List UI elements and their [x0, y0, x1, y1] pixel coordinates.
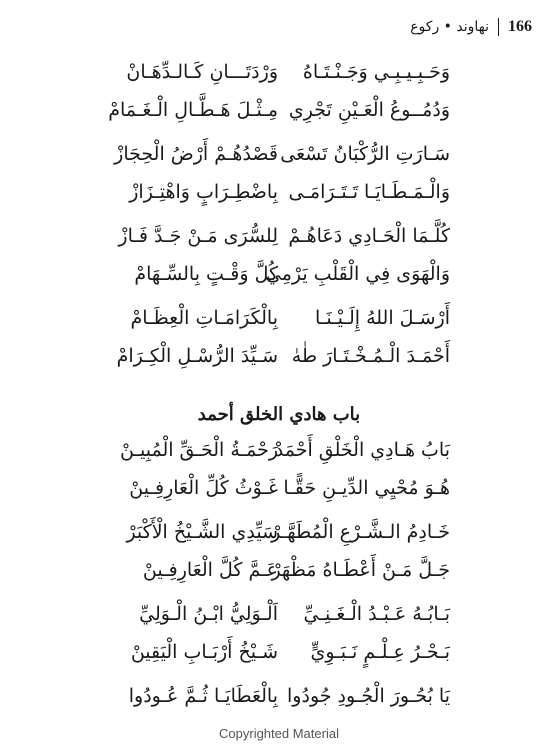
verse-line — [0, 594, 558, 634]
verse-line — [0, 134, 558, 174]
second-hemistich: اَلْـوَلِيُّ ابْـنُ الْـوَلِيِّ — [139, 603, 278, 625]
first-hemistich: كُلَّـمَا الْحَـادِي دَعَاهُـمْ — [288, 225, 450, 247]
first-hemistich: أَرْسَـلَ اللهُ إِلَـيْـنَـا — [315, 307, 450, 329]
first-hemistich: هُـوَ مُحْيِي الدِّيـنِ حَقًّـا — [283, 477, 450, 499]
running-title: نهاوند • ركوع — [410, 19, 489, 35]
second-hemistich: لِلسُّرَى مَـنْ جَـدَّ فَـازْ — [118, 225, 278, 247]
verse-line — [0, 90, 558, 130]
first-hemistich: خَـادِمُ الـشَّـرْعِ الْمُطَهَّـرْ — [271, 521, 450, 543]
second-hemistich: قَصْدُهُـمْ أَرْضُ الْحِجَازْ — [114, 143, 278, 165]
second-hemistich: مِـثْـلَ هَـطَّـالِ الْـغَـمَامْ — [108, 99, 278, 121]
verse-line — [0, 172, 558, 212]
second-hemistich: شَـيْخُ أَرْبَـابِ الْيَقِينْ — [130, 641, 278, 663]
copyright-footer: Copyrighted Material — [219, 726, 339, 741]
verse-line — [0, 468, 558, 508]
second-hemistich: عَـمَّ كُلَّ الْعَارِفِـينْ — [142, 559, 278, 581]
page-header — [410, 18, 532, 36]
page-number: 166 — [508, 18, 532, 35]
first-hemistich: وَدُمُــوعُ الْعَـيْنِ تَجْرِي — [288, 99, 450, 121]
first-hemistich: جَـلَّ مَـنْ أَعْطَـاهُ مَظْهَرْ — [271, 559, 450, 581]
verse-line — [0, 216, 558, 256]
verse-line — [0, 512, 558, 552]
verse-line — [0, 298, 558, 338]
first-hemistich: وَالْهَوَى فِي الْقَلْبِ يَرْمِي — [265, 263, 450, 285]
second-hemistich: كُلَّ وَقْـتٍ بِالسِّـهَامْ — [134, 263, 278, 285]
first-hemistich: بَـابُـهُ عَـبْـدُ الْـغَـنِـيِّ — [303, 603, 450, 625]
verse-line — [0, 254, 558, 294]
first-hemistich: وَحَـبِـيـبِـي وَجَـنْـتَـاهُ — [302, 61, 450, 83]
verse-line — [0, 632, 558, 672]
section-heading: باب هادي الخلق أحمد — [197, 404, 361, 425]
first-hemistich: بَـحْـرُ عِـلْـمٍ نَـبَـوِيٍّ — [310, 641, 450, 663]
first-hemistich: يَا بُحُـورَ الْجُـودِ جُودُوا — [287, 685, 450, 707]
second-hemistich: بِالْكَرَامَـاتِ الْعِظَـامْ — [130, 307, 278, 329]
first-hemistich: وَالْـمَـطَـايَـا تَـتَـرَامَـى — [288, 181, 450, 203]
first-hemistich: بَابُ هَـادِي الْخَلْقِ أَحْمَدْ — [274, 439, 450, 461]
second-hemistich: وَرْدَتَـــانِ كَـالـدِّهَـانْ — [126, 61, 278, 83]
second-hemistich: بِالْعَطَايَـا ثُـمَّ عُـودُوا — [128, 685, 278, 707]
verse-line — [0, 52, 558, 92]
second-hemistich: غَـوْثُ كُلِّ الْعَارِفِـينْ — [129, 477, 278, 499]
header-divider — [498, 18, 499, 36]
verse-line — [0, 676, 558, 716]
first-hemistich: أَحْمَـدَ الْـمُـخْـتَـارَ طٰهٰ — [291, 345, 450, 367]
second-hemistich: سَيِّدِي الشَّـيْخُ الْأَكْبَرْ — [126, 521, 278, 543]
second-hemistich: بِاضْطِـرَابٍ وَاهْتِـزَازْ — [129, 181, 278, 203]
verse-line — [0, 430, 558, 470]
verse-line — [0, 336, 558, 376]
verse-line — [0, 550, 558, 590]
first-hemistich: سَـارَتِ الرُّكْبَانُ تَسْعَى — [280, 143, 450, 165]
second-hemistich: سَـيِّدَ الرُّسْـلِ الْكِـرَامْ — [116, 345, 278, 367]
second-hemistich: رَحْمَـةُ الْحَـقِّ الْمُبِيـنْ — [119, 439, 278, 461]
